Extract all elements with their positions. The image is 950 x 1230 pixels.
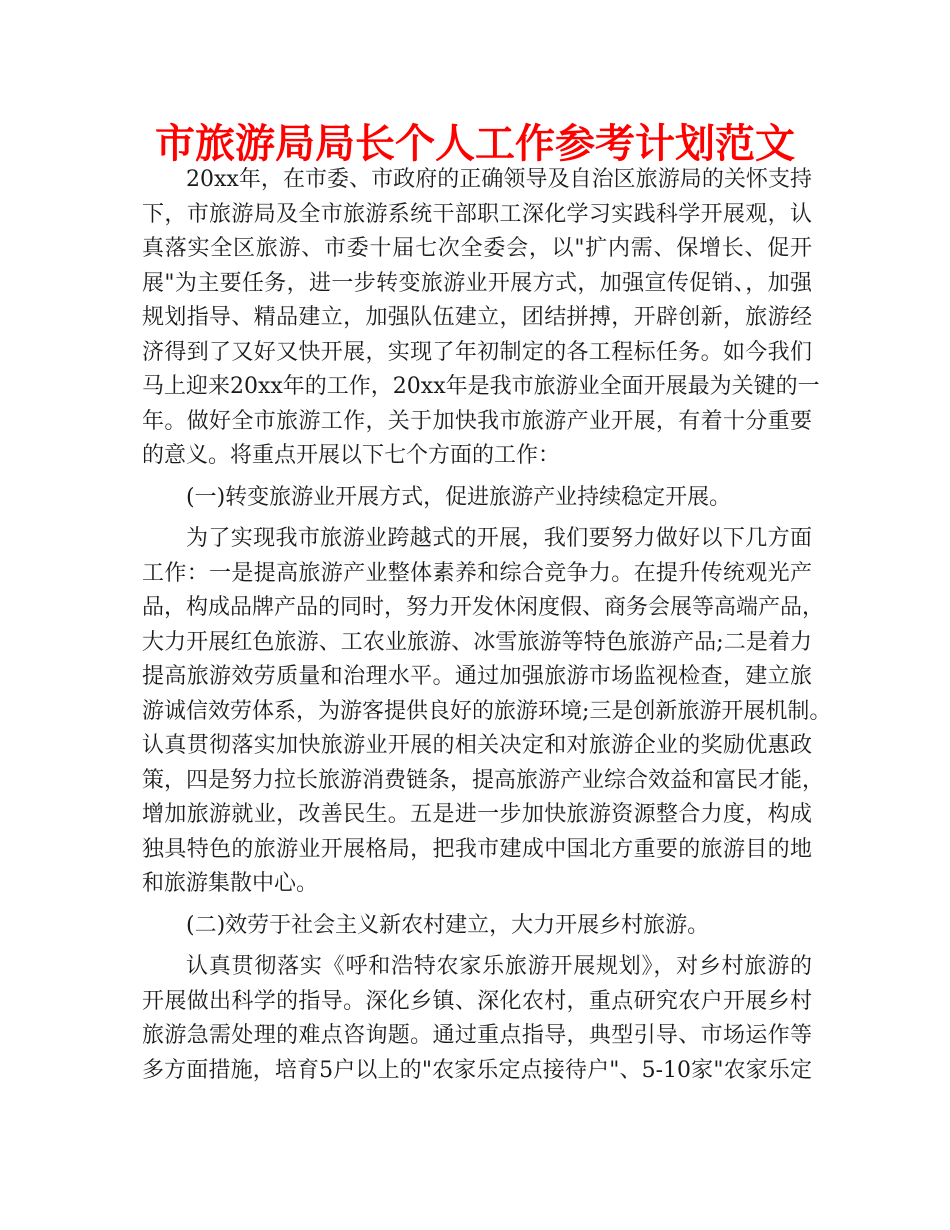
text-line: 品，构成品牌产品的同时，努力开发休闲度假、商务会展等高端产品， [142, 595, 825, 620]
section-heading [142, 909, 812, 944]
text-line: 下，市旅游局及全市旅游系统干部职工深化学习实践科学开展观，认 [142, 201, 812, 227]
text-line: (二)效劳于社会主义新农村建立，大力开展乡村旅游。 [186, 912, 710, 938]
text-line: 规划指导、精品建立，加强队伍建立，团结拼搏，开辟创新，旅游经 [142, 305, 812, 330]
document-title: 市旅游局局长个人工作参考计划范文 [155, 121, 795, 167]
text-line: 工作：一是提高旅游产业整体素养和综合竞争力。在提升传统观光产 [142, 560, 812, 586]
text-line: 20xx年，在市委、市政府的正确领导及自治区旅游局的关怀支持 [186, 167, 812, 192]
paragraph [142, 163, 820, 474]
document-body [142, 163, 832, 1088]
text-line: 认真贯彻落实加快旅游业开展的相关决定和对旅游企业的奖励优惠政 [142, 733, 812, 758]
text-line: 提高旅游效劳质量和治理水平。通过加强旅游市场监视检查，建立旅 [142, 664, 812, 689]
text-line: 济得到了又好又快开展，实现了年初制定的各工程标任务。如今我们 [142, 339, 812, 365]
text-line: 和旅游集散中心。 [142, 871, 319, 896]
text-line: 展"为主要任务，进一步转变旅游业开展方式，加强宣传促销、，加强 [142, 270, 812, 296]
text-line: 开展做出科学的指导。深化乡镇、深化农村，重点研究农户开展乡村 [142, 988, 812, 1014]
paragraph [142, 522, 832, 902]
text-line: (一)转变旅游业开展方式，促进旅游产业持续稳定开展。 [186, 484, 732, 510]
text-line: 大力开展红色旅游、工农业旅游、冰雪旅游等特色旅游产品;二是着力 [142, 629, 812, 655]
text-line: 策，四是努力拉长旅游消费链条，提高旅游产业综合效益和富民才能， [142, 767, 825, 793]
text-line: 马上迎来20xx年的工作，20xx年是我市旅游业全面开展最为关键的一 [142, 374, 820, 399]
text-line: 的意义。将重点开展以下七个方面的工作： [142, 443, 561, 468]
section-heading [142, 481, 812, 516]
text-line: 独具特色的旅游业开展格局，把我市建成中国北方重要的旅游目的地 [142, 836, 812, 862]
text-line: 年。做好全市旅游工作，关于加快我市旅游产业开展，有着十分重要 [142, 408, 812, 434]
text-line: 为了实现我市旅游业跨越式的开展，我们要努力做好以下几方面 [186, 526, 812, 551]
text-line: 多方面措施，培育5户以上的"农家乐定点接待户"、5-10家"农家乐定 [142, 1057, 812, 1083]
text-line: 游诚信效劳体系，为游客提供良好的旅游环境;三是创新旅游开展机制。 [142, 698, 832, 724]
text-line: 增加旅游就业，改善民生。五是进一步加快旅游资源整合力度，构成 [142, 802, 812, 827]
text-line: 真落实全区旅游、市委十届七次全委会，以"扩内需、保增长、促开 [142, 236, 812, 261]
text-line: 认真贯彻落实《呼和浩特农家乐旅游开展规划》，对乡村旅游的 [186, 954, 812, 979]
text-line: 旅游急需处理的难点咨询题。通过重点指导，典型引导、市场运作等 [142, 1023, 812, 1048]
paragraph [142, 950, 812, 1088]
